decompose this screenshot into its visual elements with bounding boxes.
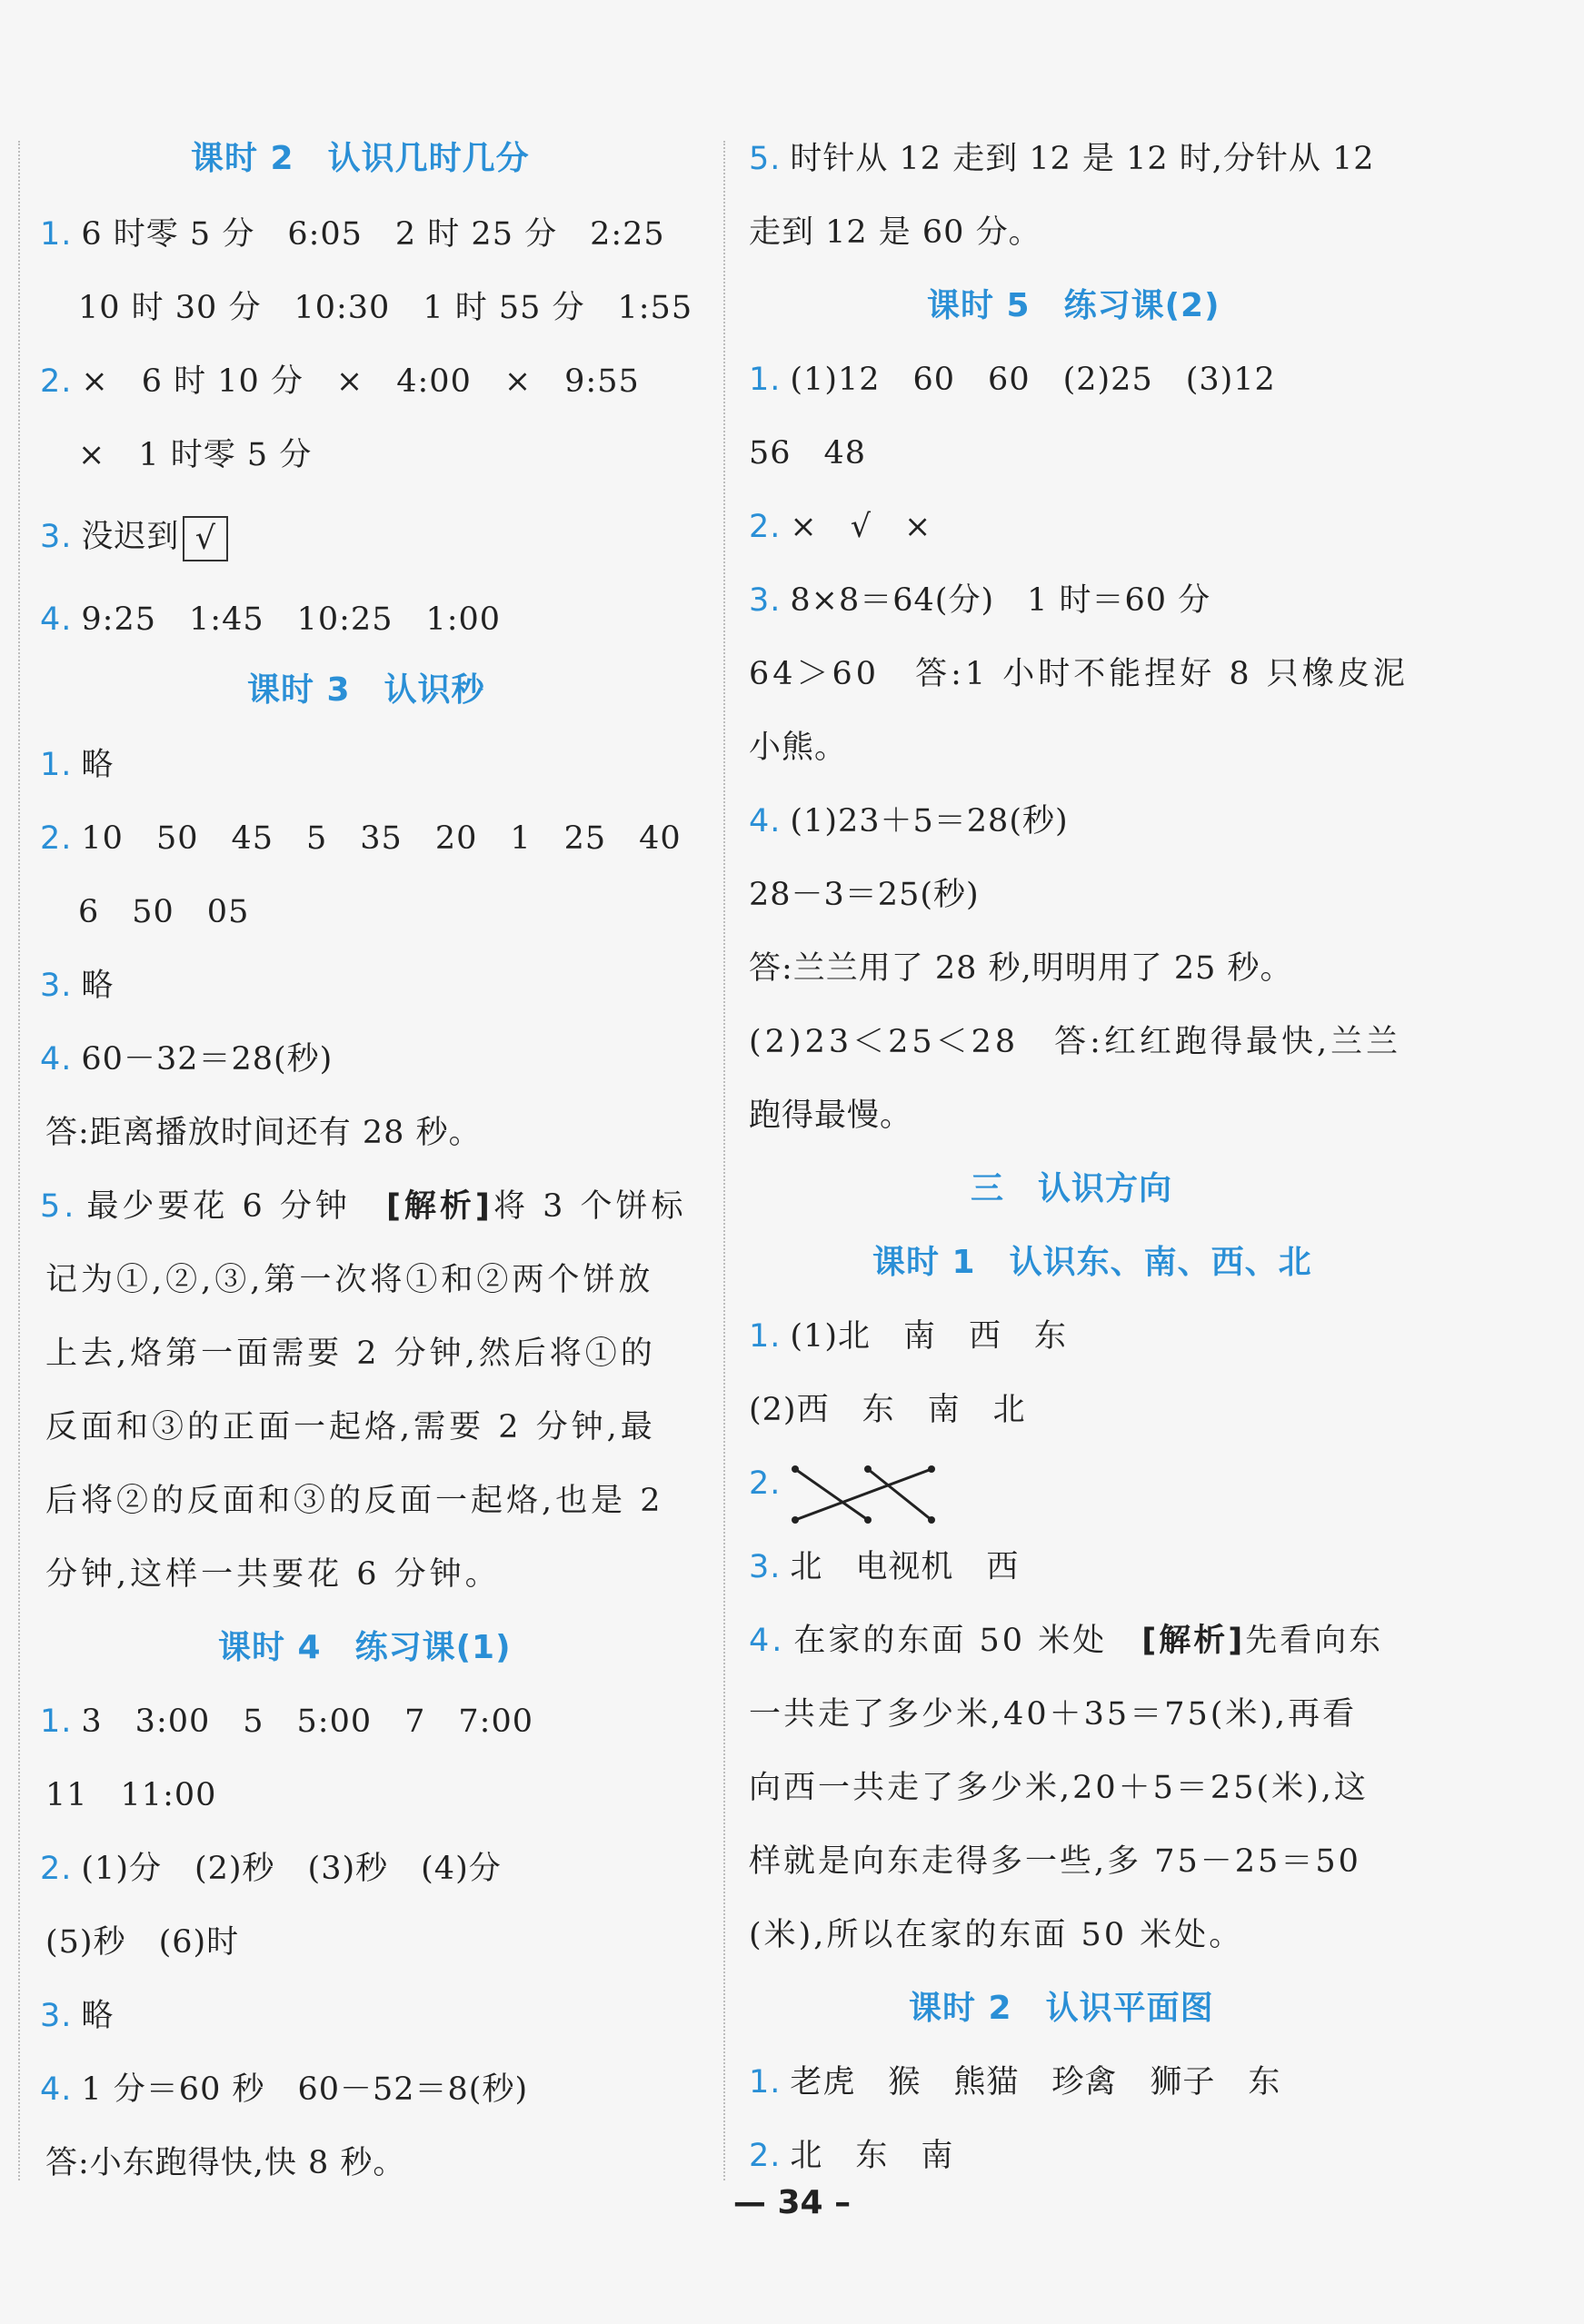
answer-line (40, 1846, 502, 1892)
question-number: 2. (40, 1851, 73, 1887)
question-number: 3. (749, 1549, 782, 1585)
answer-line (40, 1699, 533, 1744)
answer-line: 反面和③的正面一起烙,需要 2 分钟,最 (45, 1409, 656, 1445)
question-number: 3. (40, 1998, 73, 2034)
answer-line: × 1 时零 5 分 (78, 437, 313, 473)
answer-line: 10 时 30 分 10:30 1 时 55 分 1:55 (78, 290, 693, 326)
answer-line (40, 2067, 528, 2112)
answer-line: 6 50 05 (78, 894, 250, 930)
page-number-value: 34 (777, 2184, 823, 2221)
answer-line: 向西一共走了多少米,20＋5＝25(米),这 (749, 1770, 1369, 1806)
answer-line: 答:兰兰用了 28 秒,明明用了 25 秒。 (749, 950, 1293, 987)
check-box: √ (183, 516, 228, 561)
answer-line (40, 359, 640, 404)
analysis-tag: [解析] (1141, 1623, 1246, 1659)
answer-line (749, 2133, 953, 2179)
matching-line (868, 1469, 931, 1520)
match-dot (864, 1516, 872, 1524)
section-heading-lesson4: 课时 4 练习课(1) (218, 1629, 512, 1666)
answer-line (749, 799, 1069, 844)
answer-line: 一共走了多少米,40＋35＝75(米),再看 (749, 1696, 1358, 1733)
section-heading-lesson5: 课时 5 练习课(2) (927, 287, 1220, 324)
question-number: 3. (40, 968, 73, 1004)
section-heading-unit3-lesson2: 课时 2 认识平面图 (909, 1990, 1214, 2027)
question-number: 2. (40, 820, 73, 857)
question-number: 2. (40, 363, 73, 400)
answer-line: 分钟,这样一共要花 6 分钟。 (45, 1556, 501, 1593)
answer-line (40, 597, 501, 642)
unit-heading: 三 认识方向 (971, 1170, 1173, 1207)
left-column-divider (18, 141, 20, 2180)
answer-text: 60－32＝28(秒) (81, 1041, 334, 1078)
answer-line: 小熊。 (749, 730, 848, 766)
question-number: 5. (40, 1188, 78, 1225)
match-dot (928, 1465, 935, 1473)
answer-text: (1)分 (2)秒 (3)秒 (4)分 (81, 1851, 502, 1887)
answer-text: 老虎 猴 熊猫 珍禽 狮子 东 (790, 2064, 1281, 2101)
question-number: 2. (749, 1465, 782, 1502)
answer-text: 略 (81, 968, 115, 1004)
match-dot (864, 1465, 872, 1473)
answer-text: 先看向东 (1245, 1623, 1384, 1659)
answer-text: 10 50 45 5 35 20 1 25 40 (81, 820, 682, 857)
page-number: — 34 – (732, 2184, 852, 2221)
question-number: 1. (749, 2064, 782, 2101)
match-dot (792, 1465, 799, 1473)
section-heading-lesson3: 课时 3 认识秒 (247, 671, 485, 709)
match-dot (928, 1516, 935, 1524)
answer-text: 1 分＝60 秒 60－52＝8(秒) (81, 2071, 529, 2108)
answer-line: 样就是向东走得多一些,多 75－25＝50 (749, 1843, 1361, 1880)
answer-text: 略 (81, 1998, 115, 2034)
question-number: 4. (40, 601, 73, 638)
answer-line (40, 1184, 686, 1229)
answer-line: (2)23＜25＜28 答:红红跑得最快,兰兰 (749, 1024, 1402, 1060)
answer-text: 6 时零 5 分 6:05 2 时 25 分 2:25 (81, 216, 665, 253)
answer-text: 9:25 1:45 10:25 1:00 (81, 601, 502, 638)
answer-text: 在家的东面 50 米处 (793, 1623, 1142, 1659)
question-number: 3. (749, 582, 782, 619)
answer-line (749, 1314, 1067, 1359)
question-number: 4. (40, 2071, 73, 2108)
answer-text: 没迟到 (81, 519, 180, 555)
question-number: 1. (40, 747, 73, 783)
question-number: 4. (749, 1623, 785, 1659)
answer-line: 记为①,②,③,第一次将①和②两个饼放 (45, 1262, 654, 1298)
answer-line: 答:小东跑得快,快 8 秒。 (45, 2145, 406, 2181)
answer-text: × 6 时 10 分 × 4:00 × 9:55 (81, 363, 640, 400)
answer-text: 北 电视机 西 (790, 1549, 1020, 1585)
answer-line: (米),所以在家的东面 50 米处。 (749, 1917, 1244, 1953)
answer-line: 答:距离播放时间还有 28 秒。 (45, 1115, 482, 1151)
question-number: 3. (40, 519, 73, 555)
answer-line (749, 1618, 1383, 1664)
answer-line: 走到 12 是 60 分。 (749, 214, 1041, 251)
answer-text: (1)12 60 60 (2)25 (3)12 (790, 362, 1276, 398)
answer-text: 时针从 12 走到 12 是 12 时,分针从 12 (790, 141, 1375, 177)
answer-line (40, 816, 682, 861)
matching-line (795, 1469, 931, 1520)
answer-line (40, 212, 665, 257)
answer-text: 最少要花 6 分钟 (86, 1188, 386, 1225)
answer-line (40, 514, 228, 561)
answer-line (40, 1993, 114, 2039)
answer-text: 北 东 南 (790, 2138, 954, 2174)
question-number: 5. (749, 141, 782, 177)
answer-line: 11 11:00 (45, 1777, 217, 1813)
question-number: 1. (749, 362, 782, 398)
answer-line (40, 963, 114, 1008)
section-heading-lesson2: 课时 2 认识几时几分 (191, 140, 530, 177)
answer-line (749, 1544, 1019, 1590)
section-heading-unit3-lesson1: 课时 1 认识东、南、西、北 (872, 1244, 1312, 1281)
answer-line (749, 2060, 1280, 2105)
question-number: 4. (749, 803, 782, 839)
answer-line (40, 1037, 333, 1082)
match-dot (792, 1516, 799, 1524)
answer-text: 将 3 个饼标 (493, 1188, 687, 1225)
question-number: 2. (749, 2138, 782, 2174)
question-number: 4. (40, 1041, 73, 1078)
answer-text: 8×8＝64(分) 1 时＝60 分 (790, 582, 1211, 619)
answer-line (749, 357, 1276, 402)
answer-line: 后将②的反面和③的反面一起烙,也是 2 (45, 1483, 664, 1519)
answer-line: 跑得最慢。 (749, 1097, 913, 1134)
answer-line (749, 1461, 790, 1506)
matching-lines-diagram (786, 1458, 941, 1531)
answer-line (40, 742, 114, 788)
answer-text: 略 (81, 747, 115, 783)
answer-line (749, 578, 1210, 623)
answer-line (749, 136, 1375, 182)
analysis-tag: [解析] (385, 1188, 493, 1225)
answer-line: (2)西 东 南 北 (749, 1392, 1026, 1428)
answer-line (749, 504, 931, 550)
answer-text: × √ × (790, 509, 932, 545)
center-column-divider (723, 141, 725, 2180)
matching-line (795, 1469, 868, 1520)
answer-text: (1)北 南 西 东 (790, 1318, 1067, 1355)
question-number: 2. (749, 509, 782, 545)
answer-line: 56 48 (749, 435, 867, 472)
answer-text: 3 3:00 5 5:00 7 7:00 (81, 1703, 533, 1740)
question-number: 1. (40, 1703, 73, 1740)
answer-line: (5)秒 (6)时 (45, 1924, 240, 1961)
question-number: 1. (749, 1318, 782, 1355)
answer-line: 28－3＝25(秒) (749, 877, 980, 913)
answer-line: 64＞60 答:1 小时不能捏好 8 只橡皮泥 (749, 656, 1409, 692)
answer-line: 上去,烙第一面需要 2 分钟,然后将①的 (45, 1336, 656, 1372)
answer-text: (1)23＋5＝28(秒) (790, 803, 1069, 839)
question-number: 1. (40, 216, 73, 253)
